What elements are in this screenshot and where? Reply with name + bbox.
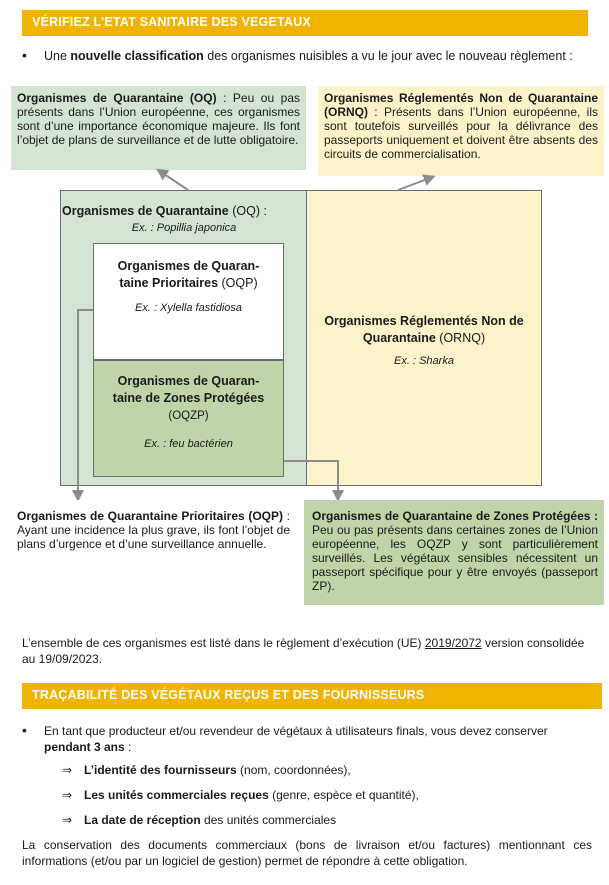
section-banner-text: VÉRIFIEZ L’ETAT SANITAIRE DES VEGETAUX	[32, 15, 311, 29]
regulation-link[interactable]: 2019/2072	[424, 636, 482, 650]
diagram-oqp-title: Organismes de Quaran- taine Prioritaires (OQP)	[117, 259, 260, 290]
oqp-box-text: : Ayant une incidence la plus grave, ils font l’objet de plans d’urgence et d’une surveillance annuelle.	[17, 509, 290, 551]
diagram-ornq-title: Organismes Réglementés Non de Quarantaine (ORNQ)	[324, 314, 524, 345]
arrow-right-icon: ⇒	[62, 813, 73, 827]
bullet-icon: •	[22, 47, 27, 63]
diagram-oqzp-abbr: (OQZP)	[168, 410, 209, 422]
tracabilite-conclusion: La conservation des documents commerciaux (bons de livraison et/ou factures) mentionnant ces informations (et/ou par un logiciel de gestion) permet de répondre à cette obligation.	[22, 838, 592, 868]
ornq-box-title: Organismes Réglementés Non de Quarantaine (ORNQ)	[324, 91, 598, 119]
diagram-oqzp-example: Ex. : feu bactérien	[144, 438, 233, 450]
arrow-right-icon: ⇒	[62, 788, 73, 802]
tracabilite-intro: • En tant que producteur et/ou revendeur de végétaux à utilisateurs finals, vous devez conserver pendant 3 ans :	[22, 722, 548, 754]
ornq-box-text: : Présents dans l’Union européenne, ils sont toutefois surveillés pour la délivrance des passeports uniquement et doivent être absents des circuits de commercialisation.	[324, 105, 598, 161]
diagram-oq-example: Ex. : Popillia japonica	[131, 222, 237, 234]
oqzp-box-title: Organismes de Quarantaine de Zones Protégées :	[312, 509, 598, 523]
arrow-ornq	[398, 178, 430, 190]
oqzp-box-text: Peu ou pas présents dans certaines zones de l’Union européenne, les OQZP y sont particulièrement surveillés. Les végétaux sensibles nécessitent un passeport spécifique pour y être envoyés (passeport ZP).	[312, 523, 598, 593]
diagram-ornq-example: Ex. : Sharka	[394, 355, 454, 367]
intro-paragraph: • Une nouvelle classification des organismes nuisibles a vu le jour avec le nouveau règlement :	[22, 47, 573, 63]
bullet-icon: •	[22, 722, 27, 738]
oq-box-title: Organismes de Quarantaine (OQ)	[17, 91, 217, 105]
arrow-oq	[161, 172, 188, 190]
arrow-oqp	[78, 310, 93, 496]
section-banner-tracabilite	[22, 683, 602, 709]
diagram-oqzp-title: Organismes de Quaran- taine de Zones Protégées	[112, 374, 265, 405]
arrow-right-icon: ⇒	[62, 763, 73, 777]
diagram-oq-title: Organismes de Quarantaine (OQ) :	[62, 204, 267, 218]
list-item: ⇒ L’identité des fournisseurs (nom, coordonnées),	[62, 763, 351, 777]
regulation-note: L’ensemble de ces organismes est listé dans le règlement d’exécution (UE) 2019/2072 version consolidée au 19/09/2023.	[22, 636, 585, 666]
section-banner-text: TRAÇABILITÉ DES VÉGÉTAUX REÇUS ET DES FOURNISSEURS	[32, 688, 425, 702]
oqzp-description-box	[304, 500, 604, 605]
list-item: ⇒ Les unités commerciales reçues (genre, espèce et quantité),	[62, 788, 419, 802]
arrow-oqzp	[284, 461, 338, 496]
list-item: ⇒ La date de réception des unités commerciales	[62, 813, 337, 827]
oqp-box-title: Organismes de Quarantaine Prioritaires (OQP)	[17, 509, 284, 523]
diagram-oqp-example: Ex. : Xylella fastidiosa	[135, 302, 242, 314]
oqp-description-box	[11, 500, 296, 578]
oq-box-text: : Peu ou pas présents dans l’Union européenne, ces organismes sont d’une importance économique majeure. Ils font l’objet de plans de surveillance et de lutte obligatoire.	[17, 91, 300, 147]
